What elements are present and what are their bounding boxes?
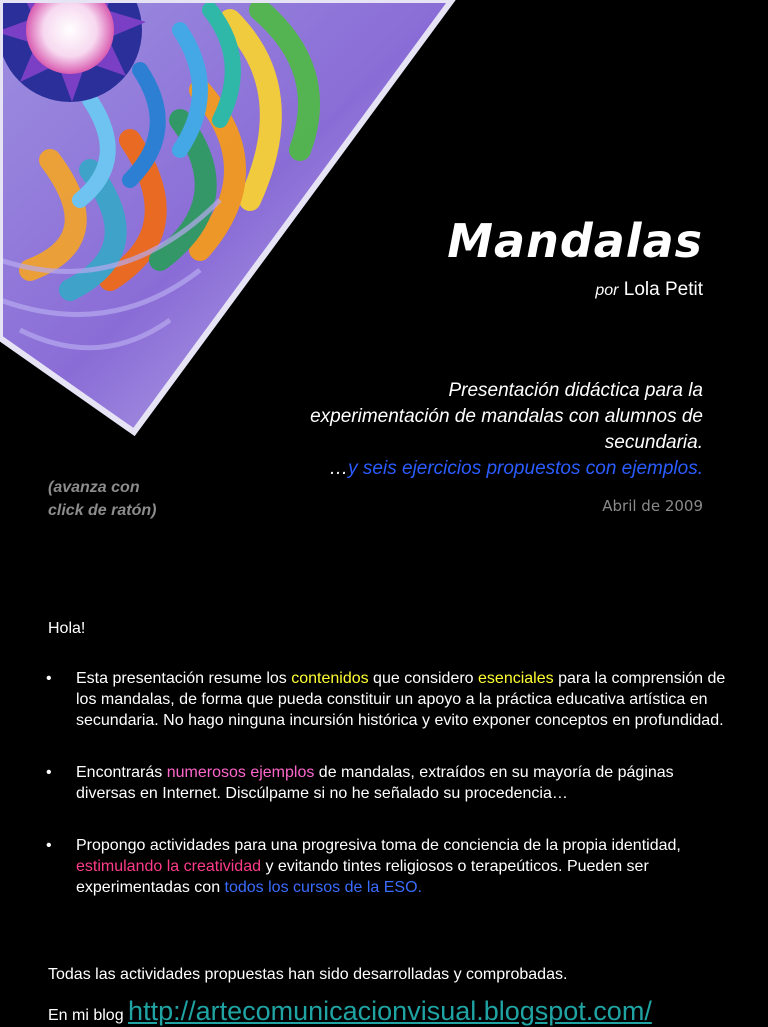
by-label: por — [595, 282, 619, 299]
author-name: Lola Petit — [623, 279, 703, 300]
description-line-2: experimentación de mandalas con alumnos de secundaria. — [310, 406, 703, 453]
advance-hint: (avanza con click de ratón) — [48, 479, 157, 519]
bullet-text: Encontrarás — [76, 764, 167, 781]
blog-prefix: En mi blog — [48, 1007, 124, 1024]
author-line — [595, 279, 703, 301]
bullet-dot: • — [46, 670, 52, 687]
highlight-eso: todos los cursos de la ESO. — [224, 879, 422, 896]
bullet-item-1 — [46, 668, 730, 731]
presentation-description — [233, 378, 703, 482]
date-label: Abril de 2009 — [602, 497, 703, 515]
exercises-text: y seis ejercicios propuestos con ejemplos. — [348, 458, 703, 479]
bullet-text: que considero — [368, 670, 479, 687]
description-line-1: Presentación didáctica para la — [448, 380, 703, 401]
ellipsis: … — [329, 458, 349, 479]
blog-line — [48, 996, 652, 1027]
bullet-text: Esta presentación resume los — [76, 670, 292, 687]
greeting: Hola! — [48, 620, 86, 637]
presentation-title: Mandalas — [447, 214, 703, 268]
highlight-contenidos: contenidos — [291, 670, 369, 687]
exercises-line — [233, 456, 703, 482]
highlight-ejemplos: numerosos ejemplos — [166, 764, 315, 781]
highlight-creatividad: estimulando la creatividad — [76, 858, 261, 875]
bullet-text: y evitando tintes religiosos o terapeúticos. Pueden ser experimentadas con — [76, 858, 649, 896]
bullet-dot: • — [46, 837, 52, 854]
highlight-esenciales: esenciales — [478, 670, 554, 687]
mandala-artwork — [0, 0, 460, 440]
bullet-dot: • — [46, 764, 52, 781]
bullet-item-3 — [46, 835, 730, 898]
bullet-item-2 — [46, 762, 730, 804]
blog-link[interactable]: http://artecomunicacionvisual.blogspot.com/ — [128, 996, 652, 1026]
bullet-list — [46, 668, 730, 929]
bullet-text: para la comprensión de los mandalas, de forma que pueda constituir un apoyo a la práctica educativa artística en secundaria. No hago ninguna incursión histórica y evito exponer conceptos en profundidad. — [76, 670, 726, 729]
bullet-text: Propongo actividades para una progresiva toma de conciencia de la propia identidad, — [76, 837, 681, 854]
bullet-text: de mandalas, extraídos en su mayoría de páginas diversas en Internet. Discúlpame si no he señalado su procedencia… — [76, 764, 674, 802]
closing-text: Todas las actividades propuestas han sido desarrolladas y comprobadas. — [48, 966, 568, 983]
